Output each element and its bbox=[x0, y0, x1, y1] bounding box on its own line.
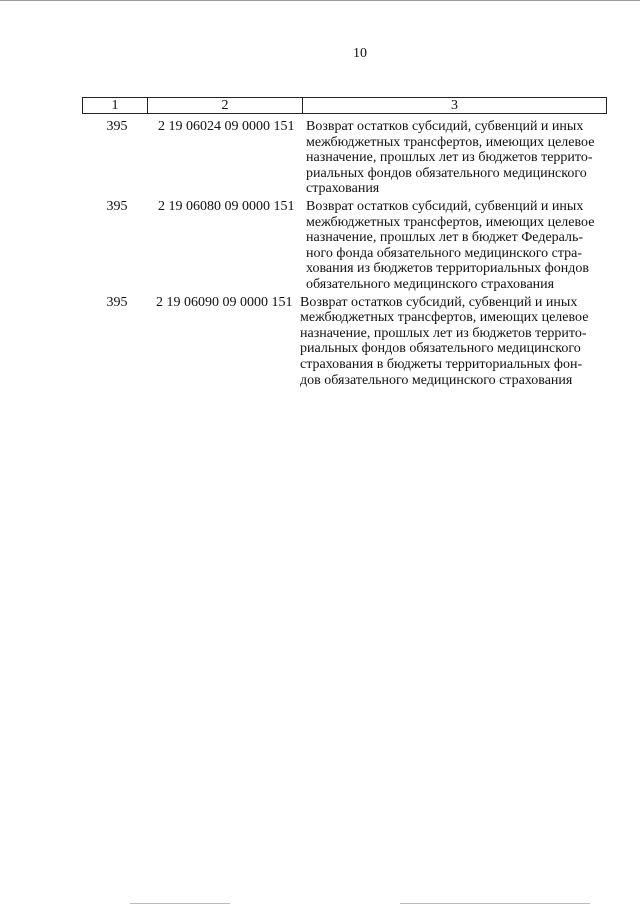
description-line: назначение, прошлых лет в бюджет Федераль- bbox=[306, 230, 584, 246]
table-body bbox=[82, 119, 612, 390]
column-header-1: 1 bbox=[83, 98, 148, 113]
bottom-edge-rule bbox=[400, 903, 590, 904]
page-number: 10 bbox=[353, 46, 367, 61]
top-edge-rule bbox=[0, 0, 640, 1]
description-line: риальных фондов обязательного медицинского bbox=[300, 341, 581, 357]
column-header-3: 3 bbox=[451, 98, 458, 113]
description-line: назначение, прошлых лет из бюджетов террито- bbox=[306, 150, 593, 166]
description-line: хования из бюджетов территориальных фондов bbox=[306, 261, 589, 277]
table-row bbox=[82, 199, 612, 293]
description-line: Возврат остатков субсидий, субвенций и иных bbox=[306, 119, 584, 134]
bottom-edge-rule bbox=[130, 903, 230, 904]
description-line: ного фонда обязательного медицинского стра- bbox=[306, 245, 583, 261]
description-line: риальных фондов обязательного медицинского bbox=[306, 165, 587, 181]
table-header bbox=[82, 97, 607, 114]
description-cell bbox=[300, 295, 612, 389]
description-line: обязательного медицинского страхования bbox=[306, 276, 555, 292]
description-cell bbox=[300, 119, 612, 197]
description-line: межбюджетных трансфертов, имеющих целевое bbox=[306, 134, 595, 150]
description-line: межбюджетных трансфертов, имеющих целевое bbox=[306, 214, 595, 230]
admin-code-cell: 395 bbox=[106, 198, 128, 214]
description-line: назначение, прошлых лет из бюджетов террито- bbox=[300, 325, 587, 341]
description-line: Возврат остатков субсидий, субвенций и иных bbox=[306, 198, 584, 214]
description-cell bbox=[300, 199, 612, 293]
budget-code-cell: 2 19 06090 09 0000 151 bbox=[156, 294, 293, 310]
admin-code-cell: 395 bbox=[106, 294, 128, 310]
description-line: страхования в бюджеты территориальных фон- bbox=[300, 356, 583, 372]
budget-code-cell: 2 19 06024 09 0000 151 bbox=[158, 119, 295, 134]
description-line: межбюджетных трансфертов, имеющих целевое bbox=[300, 310, 589, 326]
column-header-2: 2 bbox=[148, 98, 303, 113]
table-row bbox=[82, 119, 612, 197]
description-line: дов обязательного медицинского страхования bbox=[300, 372, 573, 388]
description-line: Возврат остатков субсидий, субвенций и иных bbox=[300, 294, 578, 310]
description-line: страхования bbox=[306, 181, 380, 197]
budget-code-cell: 2 19 06080 09 0000 151 bbox=[158, 198, 295, 214]
table-row bbox=[82, 295, 612, 389]
admin-code-cell: 395 bbox=[106, 119, 128, 134]
